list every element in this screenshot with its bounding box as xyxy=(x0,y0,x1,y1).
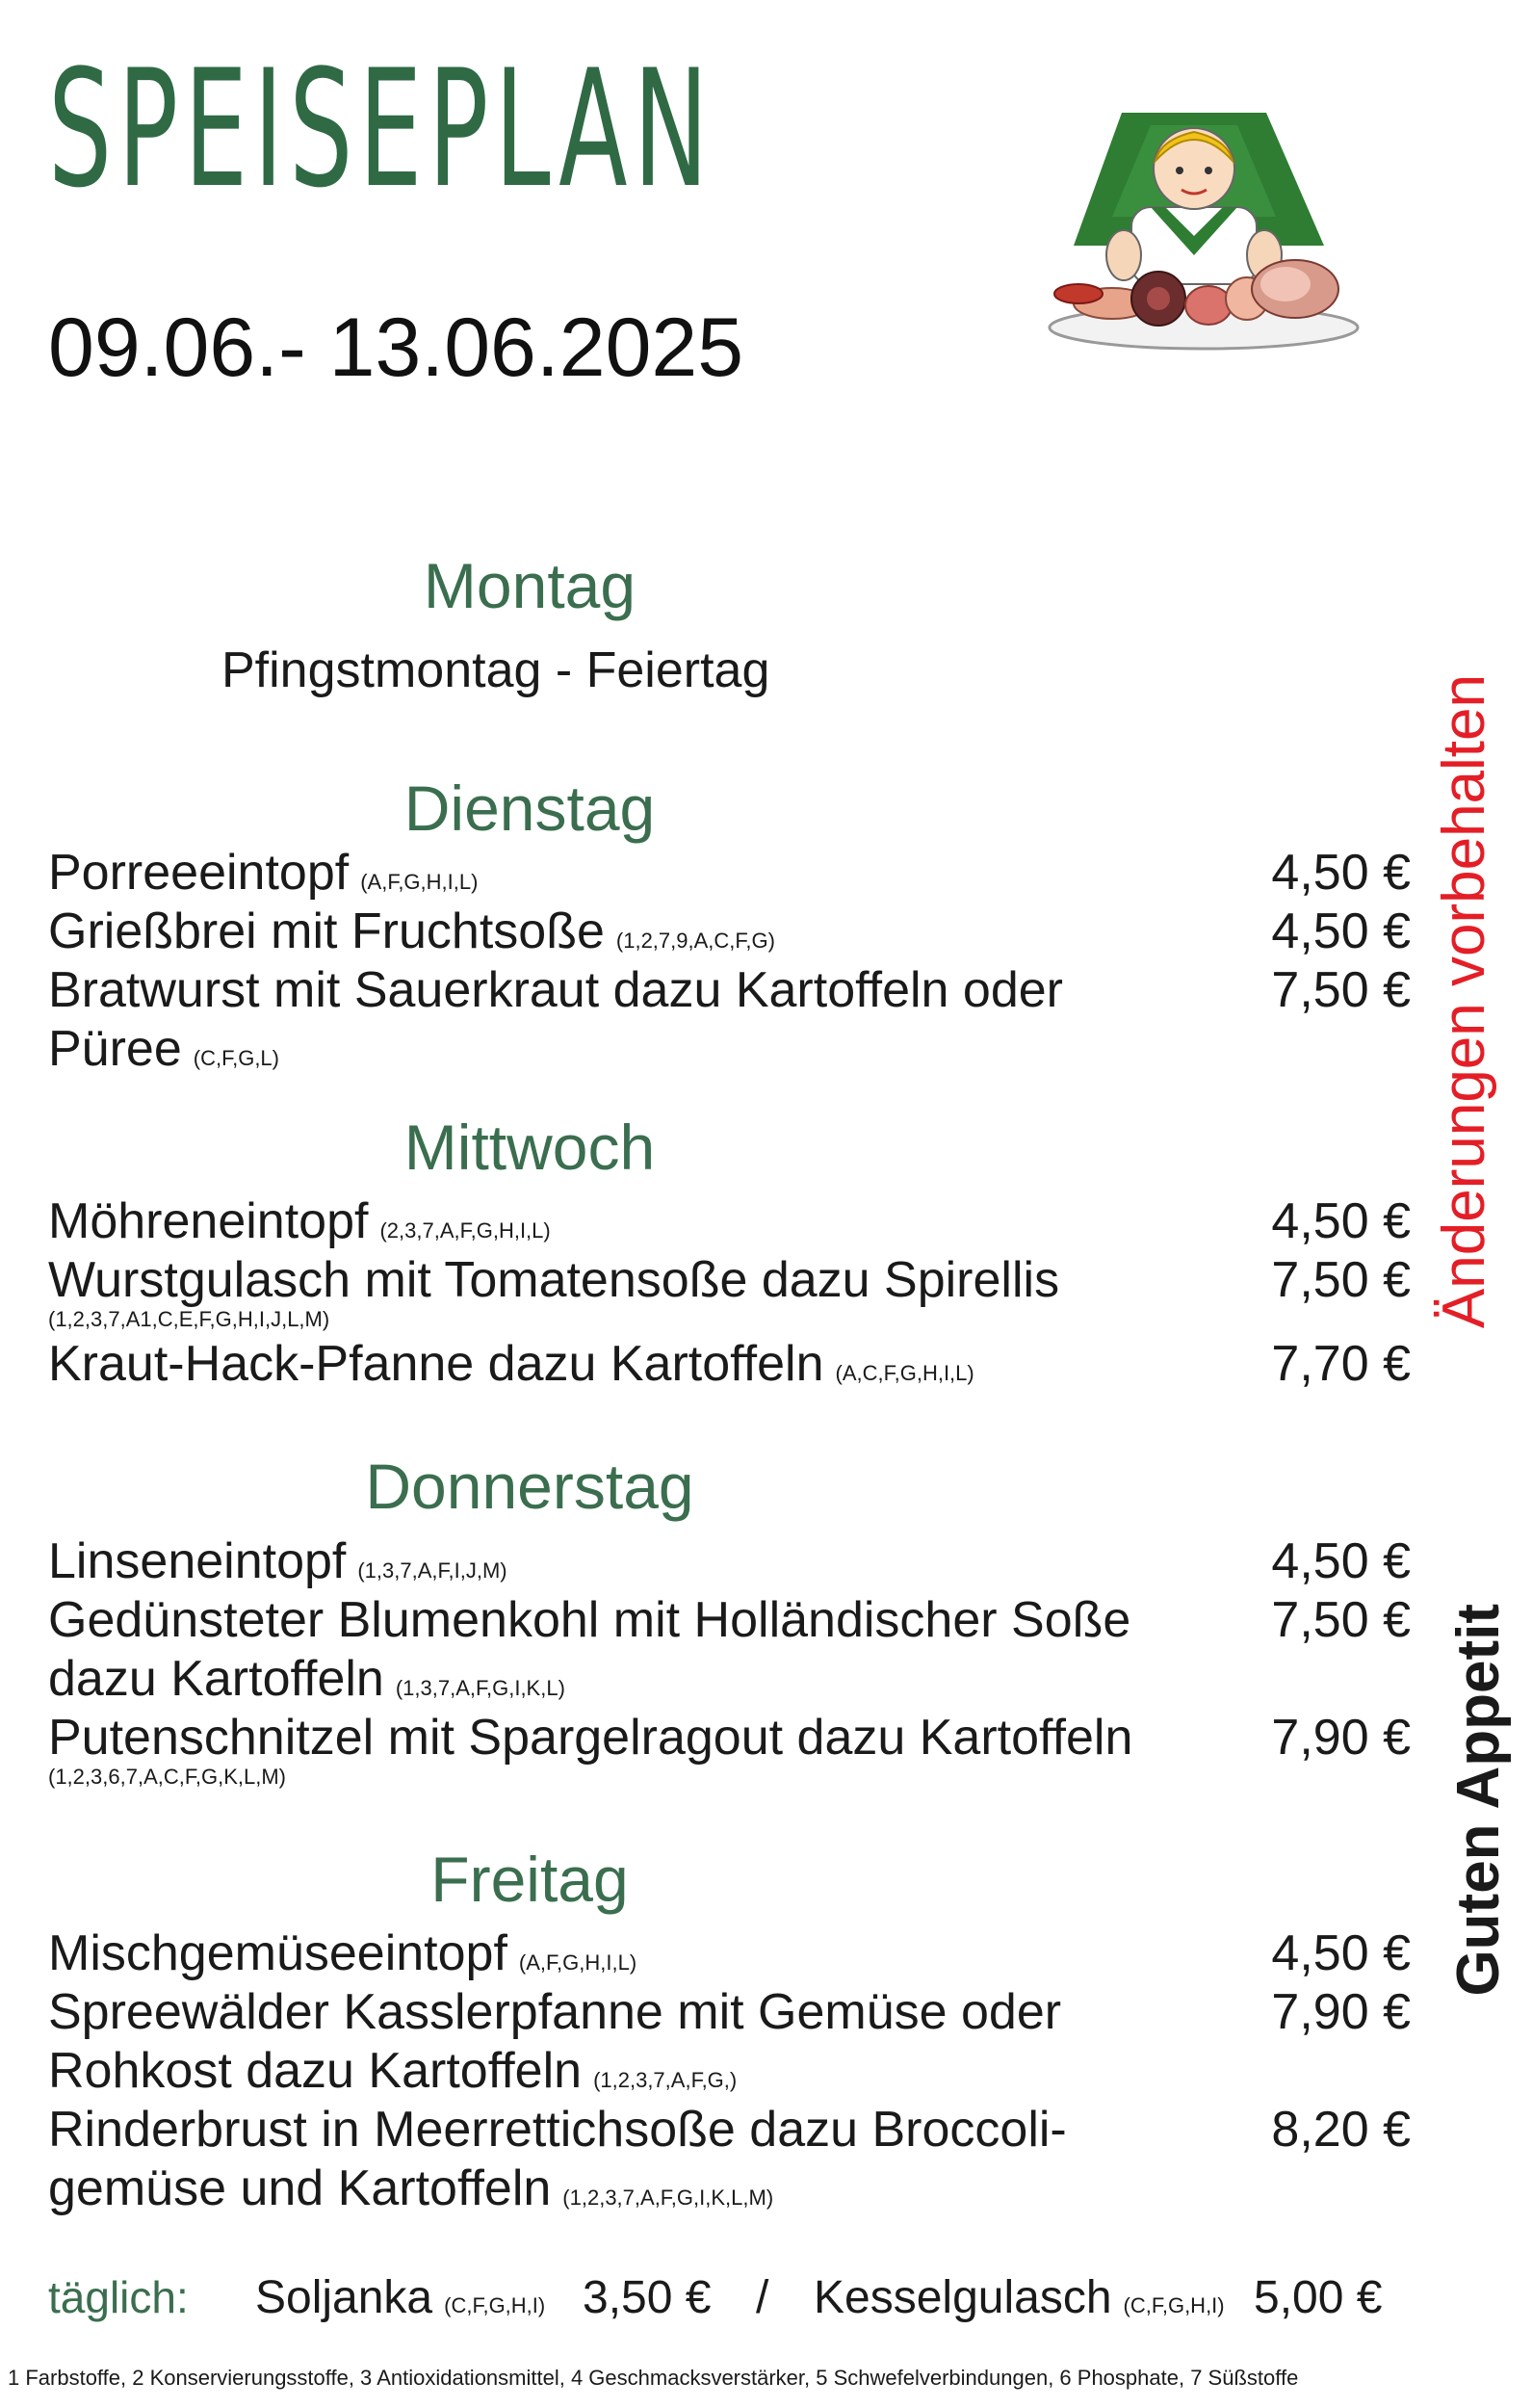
menu-item-continued xyxy=(48,2043,738,2099)
mascot-logo-image xyxy=(1035,101,1372,352)
menu-item xyxy=(48,903,775,959)
dish-price: 7,90 € xyxy=(1271,1984,1411,2040)
dish-price: 4,50 € xyxy=(1271,1193,1411,1249)
daily-item-kesselgulasch xyxy=(814,2272,1225,2323)
dish-name: Linseneintopf xyxy=(48,1533,347,1589)
dish-price: 7,90 € xyxy=(1271,1710,1411,1766)
dish-name: Kraut-Hack-Pfanne dazu Kartoffeln xyxy=(48,1336,824,1392)
day-heading-donnerstag: Donnerstag xyxy=(365,1451,694,1522)
allergen-codes: (1,3,7,A,F,I,J,M) xyxy=(357,1558,507,1583)
allergen-codes: (A,F,G,H,I,L) xyxy=(518,1950,637,1975)
dish-name: Mischgemüseeintopf xyxy=(48,1925,507,1981)
dish-price: 7,50 € xyxy=(1271,1592,1411,1648)
menu-item xyxy=(48,1252,1060,1331)
dish-price: 7,70 € xyxy=(1271,1336,1411,1392)
dish-name: dazu Kartoffeln xyxy=(48,1651,384,1707)
dish-name: Bratwurst mit Sauerkraut dazu Kartoffeln oder xyxy=(48,962,1063,1018)
allergen-codes: (1,2,3,7,A1,C,E,F,G,H,I,J,L,M) xyxy=(48,1307,330,1331)
dish-name: Porreeeintopf xyxy=(48,845,350,901)
daily-label: täglich: xyxy=(48,2272,189,2322)
dish-name: Möhreneintopf xyxy=(48,1193,369,1249)
dish-name: Soljanka xyxy=(255,2272,433,2323)
dish-price: 4,50 € xyxy=(1271,903,1411,959)
date-range: 09.06.- 13.06.2025 xyxy=(48,301,744,394)
allergen-codes: (2,3,7,A,F,G,H,I,L) xyxy=(379,1218,551,1243)
dish-name: Rinderbrust in Meerrettichsoße dazu Broccoli- xyxy=(48,2102,1067,2158)
daily-price-soljanka: 3,50 € xyxy=(583,2272,712,2323)
daily-price-kesselgulasch: 5,00 € xyxy=(1254,2272,1383,2323)
allergen-codes: (1,3,7,A,F,G,I,K,L) xyxy=(395,1676,565,1700)
dish-price: 7,50 € xyxy=(1271,962,1411,1018)
menu-item xyxy=(48,1592,1131,1648)
menu-item-continued xyxy=(48,1651,565,1707)
menu-item xyxy=(48,1533,507,1589)
menu-item xyxy=(48,962,1063,1018)
dish-price: 8,20 € xyxy=(1271,2102,1411,2158)
daily-separator: / xyxy=(756,2272,769,2323)
menu-item xyxy=(48,1336,974,1392)
holiday-note: Pfingstmontag - Feiertag xyxy=(221,642,770,698)
menu-item-continued xyxy=(48,1021,279,1077)
allergen-codes: (C,F,G,H,I) xyxy=(1123,2293,1225,2317)
allergen-codes: (C,F,G,H,I) xyxy=(444,2293,546,2317)
dish-name: Rohkost dazu Kartoffeln xyxy=(48,2043,583,2099)
dish-name: Putenschnitzel mit Spargelragout dazu Kartoffeln xyxy=(48,1710,1133,1766)
allergen-codes: (C,F,G,L) xyxy=(193,1046,279,1070)
allergen-codes: (A,F,G,H,I,L) xyxy=(360,870,479,894)
dish-name: Spreewälder Kasslerpfanne mit Gemüse oder xyxy=(48,1984,1062,2040)
dish-name: Püree xyxy=(48,1021,182,1077)
menu-item xyxy=(48,1925,637,1981)
day-heading-mittwoch: Mittwoch xyxy=(403,1112,656,1183)
dish-name: Gedünsteter Blumenkohl mit Holländischer Soße xyxy=(48,1592,1131,1648)
dish-price: 4,50 € xyxy=(1271,1925,1411,1981)
menu-item-continued xyxy=(48,2160,774,2216)
menu-item xyxy=(48,1984,1062,2040)
allergen-codes: (1,2,3,7,A,F,G,) xyxy=(593,2068,738,2092)
allergen-codes: (A,C,F,G,H,I,L) xyxy=(835,1361,974,1385)
additives-footnote: 1 Farbstoffe, 2 Konservierungsstoffe, 3 Antioxidationsmittel, 4 Geschmacksverstärker, 5 Schwefelverbindungen, 6 Phosphate, 7 Süßstoffe xyxy=(8,2366,1299,2390)
daily-item-soljanka xyxy=(255,2272,546,2323)
dish-name: gemüse und Kartoffeln xyxy=(48,2160,552,2216)
dish-name: Wurstgulasch mit Tomatensoße dazu Spirellis xyxy=(48,1252,1060,1308)
changes-reserved-note: Änderungen vorbehalten xyxy=(1431,674,1497,1329)
menu-item xyxy=(48,845,479,901)
page-title: SPEISEPLAN xyxy=(48,35,714,223)
day-heading-freitag: Freitag xyxy=(430,1844,629,1915)
allergen-codes: (1,2,7,9,A,C,F,G) xyxy=(615,929,775,953)
menu-item xyxy=(48,2102,1067,2158)
dish-price: 4,50 € xyxy=(1271,1533,1411,1589)
menu-item xyxy=(48,1710,1133,1789)
dish-price: 7,50 € xyxy=(1271,1252,1411,1308)
dish-name: Kesselgulasch xyxy=(814,2272,1112,2323)
dish-name: Grießbrei mit Fruchtsoße xyxy=(48,903,605,959)
day-heading-dienstag: Dienstag xyxy=(403,772,656,844)
dish-price: 4,50 € xyxy=(1271,845,1411,901)
day-heading-montag: Montag xyxy=(423,550,636,621)
guten-appetit-note: Guten Appetit xyxy=(1445,1604,1512,1997)
allergen-codes: (1,2,3,6,7,A,C,F,G,K,L,M) xyxy=(48,1765,286,1789)
allergen-codes: (1,2,3,7,A,F,G,I,K,L,M) xyxy=(562,2186,774,2210)
menu-item xyxy=(48,1193,551,1249)
